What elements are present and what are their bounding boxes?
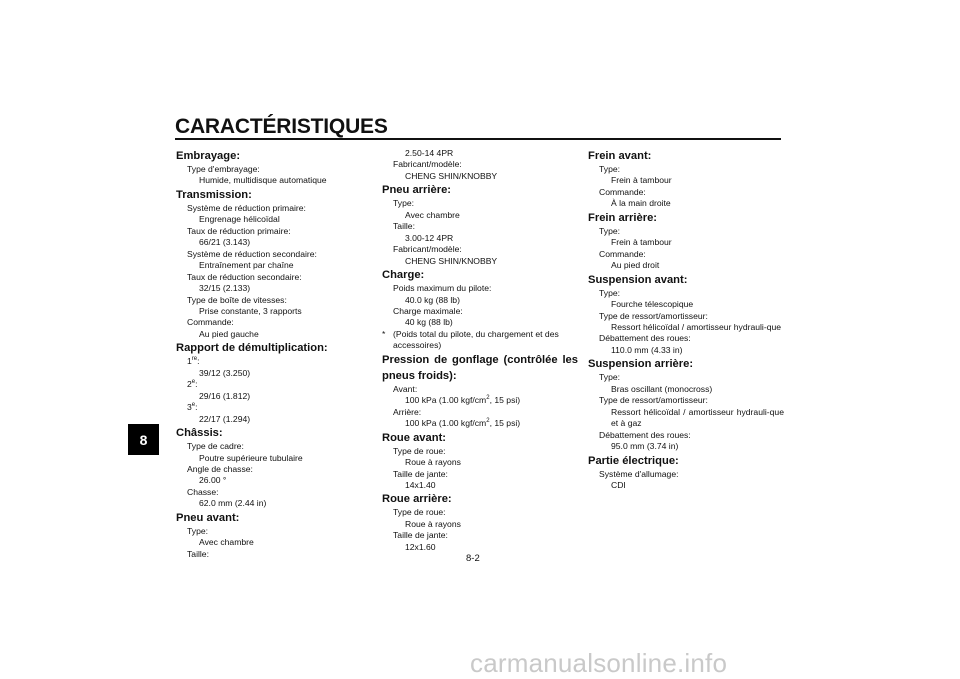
heading-transmission: Transmission: [176,188,252,201]
spec-label: Avant: [393,383,418,394]
spec-label: Arrière: [393,406,422,417]
spec-label: Commande: [599,186,646,197]
spec-value: Engrenage hélicoïdal [199,214,280,225]
heading-electrical: Partie électrique: [588,454,679,467]
spec-value: Frein à tambour [611,237,672,248]
page-title: CARACTÉRISTIQUES [175,115,388,138]
spec-value: Au pied gauche [199,328,259,339]
heading-rear-suspension: Suspension arrière: [588,358,694,371]
spec-value: CHENG SHIN/KNOBBY [405,170,498,181]
spec-label: Taille: [393,221,415,232]
heading-chassis: Châssis: [176,427,223,440]
heading-front-brake: Frein avant: [588,150,652,162]
spec-label: Type: [599,164,621,174]
spec-label: Commande: [599,248,646,259]
spec-label: Taille de jante: [393,530,448,541]
spec-value: À la main droite [611,198,671,209]
spec-value: 26.00 ° [199,475,227,486]
spec-value: Poutre supérieure tubulaire [199,452,303,463]
spec-label: Débattement des roues: [599,333,691,344]
spec-label: Fabricant/modèle: [393,244,462,255]
spec-value: 62.0 mm (2.44 in) [199,498,267,509]
spec-label: Système de réduction primaire: [187,202,306,213]
heading-line: Pression de gonflage (contrôlée les [382,353,578,366]
gear-suffix: re [191,356,198,363]
spec-value: 2.50-14 4PR [405,148,454,158]
colon: : [197,356,200,367]
spec-label: Type: [599,372,621,383]
spec-value: 12x1.60 [405,541,436,552]
spec-value: Bras oscillant (monocross) [611,383,713,394]
spec-label: Charge maximale: [393,305,463,316]
spec-label: Type de ressort/amortisseur: [599,395,708,406]
column-middle [382,148,578,553]
note-text: (Poids total du pilote, du chargement et des accessoires) [393,328,559,351]
value-part: , 15 psi) [489,395,521,406]
spec-label: Système de réduction secondaire: [187,248,317,259]
gear-1-label [176,356,372,367]
spec-value: Ressort hélicoïdal / amortisseur hydrauli-que [611,321,782,332]
spec-value: Fourche télescopique [611,299,694,310]
spec-value: Avec chambre [199,537,254,548]
superscript: 2 [486,395,490,402]
spec-value [382,418,578,429]
spec-label: Type de ressort/amortisseur: [599,310,708,321]
heading-gear-ratio: Rapport de démultiplication: [176,342,328,355]
spec-label: Type de boîte de vitesses: [187,294,287,305]
spec-value: Entraînement par chaîne [199,260,294,271]
chapter-tab: 8 [128,424,159,455]
heading-front-tire: Pneu avant: [176,511,240,524]
load-note [382,329,578,352]
spec-label: Type de roue: [393,507,446,518]
spec-label: Type d'embrayage: [187,164,260,174]
spec-label: Type: [599,287,621,298]
spec-value: 66/21 (3.143) [199,237,251,248]
spec-value: 29/16 (1.812) [199,390,251,401]
spec-value: 39/12 (3.250) [199,367,251,378]
spec-label: Taille de jante: [393,468,448,479]
spec-value [382,395,578,406]
spec-label: Type: [599,225,621,236]
gear-2-label [176,379,372,390]
spec-value: CDI [611,479,626,490]
heading-front-suspension: Suspension avant: [588,273,688,286]
spec-value: 22/17 (1.294) [199,413,251,424]
value-part: 100 kPa (1.00 kgf/cm [405,395,487,406]
spec-label: Taille: [187,548,209,559]
spec-label: Chasse: [187,486,219,497]
heading-front-wheel: Roue avant: [382,431,447,444]
page-number: 8-2 [466,553,480,564]
value-part: , 15 psi) [489,418,521,429]
value-part: 100 kPa (1.00 kgf/cm [405,418,487,429]
spec-value: 95.0 mm (3.74 in) [611,441,679,452]
heading-clutch: Embrayage: [176,150,241,162]
spec-value: Ressort hélicoïdal / amortisseur hydrauli-que et à gaz [611,406,784,429]
spec-value: 110.0 mm (4.33 in) [611,344,683,355]
spec-value: Au pied droit [611,260,660,271]
gear-3-label [176,402,372,413]
spec-value: CHENG SHIN/KNOBBY [405,255,498,266]
spec-label: Taux de réduction secondaire: [187,271,302,282]
column-right [588,148,784,491]
spec-value: 40 kg (88 lb) [405,317,453,328]
watermark: carmanualsonline.info [470,648,728,678]
heading-tire-pressure-cont: pneus froids): [382,369,457,382]
spec-value: 14x1.40 [405,479,436,490]
title-rule [175,138,781,140]
spec-value: Roue à rayons [405,457,461,468]
spec-label: Taux de réduction primaire: [187,225,291,236]
spec-value: Roue à rayons [405,518,461,529]
spec-value: 3.00-12 4PR [405,232,454,243]
gear-suffix: e [191,402,196,409]
spec-value: 40.0 kg (88 lb) [405,294,460,305]
colon: : [195,379,198,390]
spec-label: Angle de chasse: [187,463,253,474]
spec-label: Poids maximum du pilote: [393,283,492,294]
heading-rear-tire: Pneu arrière: [382,184,452,197]
gear-number: 1 [187,356,192,367]
column-left [176,148,372,560]
gear-suffix: e [191,379,196,386]
colon: : [195,402,198,413]
superscript: 2 [486,418,490,425]
spec-value: 32/15 (2.133) [199,283,251,294]
spec-label: Commande: [187,317,234,328]
spec-label: Type: [187,525,209,536]
asterisk: * [382,328,386,339]
spec-label: Type: [393,198,415,209]
spec-label: Système d'allumage: [599,468,679,479]
gear-number: 3 [187,402,192,413]
gear-number: 2 [187,379,192,390]
heading-rear-wheel: Roue arrière: [382,493,452,506]
heading-rear-brake: Frein arrière: [588,211,658,224]
spec-value: Humide, multidisque automatique [199,175,327,186]
heading-load: Charge: [382,269,425,282]
heading-tire-pressure [382,353,578,368]
spec-value: Prise constante, 3 rapports [199,305,302,316]
spec-value: Avec chambre [405,209,460,220]
spec-label: Débattement des roues: [599,429,691,440]
spec-label: Fabricant/modèle: [393,159,462,170]
spec-label: Type de cadre: [187,441,244,452]
spec-label: Type de roue: [393,445,446,456]
spec-value: Frein à tambour [611,175,672,186]
